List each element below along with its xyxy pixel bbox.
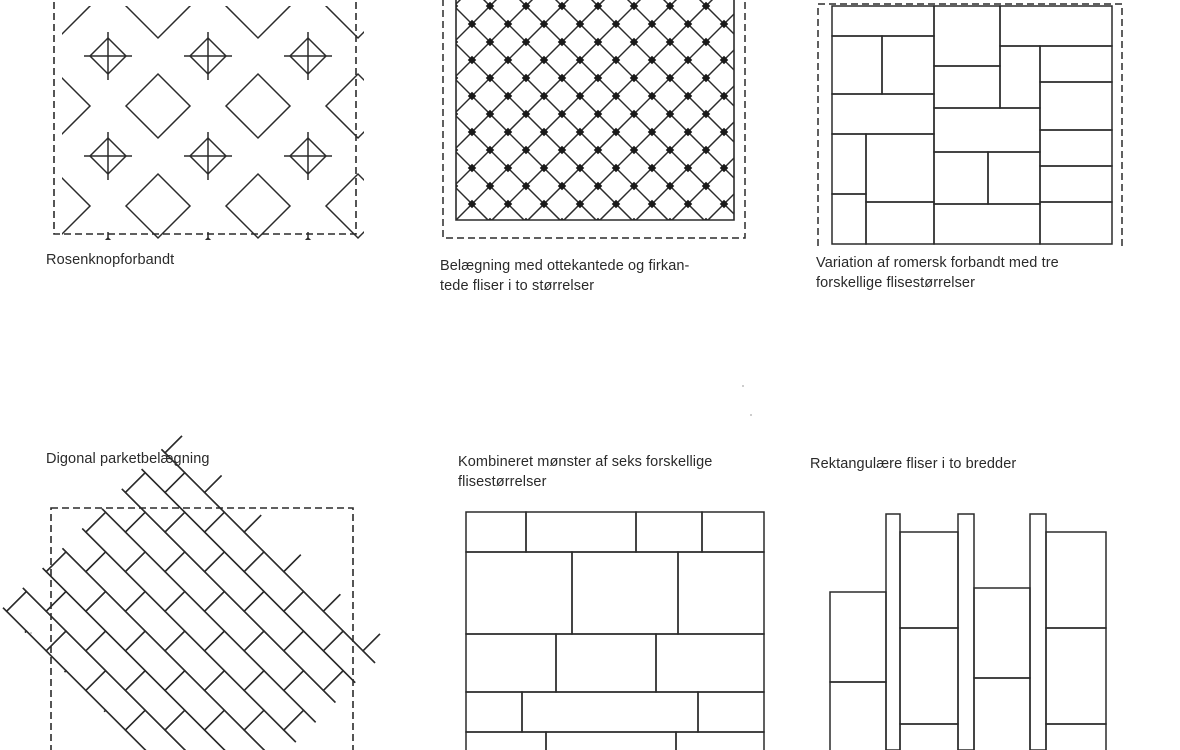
parquet-tile: [403, 512, 462, 571]
parquet-tile: [205, 710, 264, 750]
parquet-tile: [244, 710, 303, 750]
joint-line: [84, 132, 132, 180]
octagon-tile: [326, 0, 390, 38]
diagonal-joint: [1162, 0, 1180, 270]
parquet-tile: [7, 393, 66, 452]
scan-speck: [742, 385, 744, 387]
knot-square-tile: [90, 338, 126, 374]
parquet-tile: [284, 433, 343, 492]
octagon-tile: [226, 274, 290, 338]
roman-tile: [1040, 130, 1112, 166]
roman-tile: [988, 152, 1040, 204]
rectangular-tile: [958, 514, 974, 750]
rectangular-tile: [1030, 514, 1046, 750]
parquet-tile: [244, 433, 303, 492]
parquet-tile: [205, 314, 264, 373]
rektangulaer-pattern-drawing: [822, 508, 1122, 750]
parquet-tile: [363, 393, 422, 452]
combined-tile: [466, 692, 522, 732]
rectangular-tile: [974, 678, 1030, 750]
roman-tile: [1000, 6, 1112, 46]
parquet-tile: [244, 314, 303, 373]
roman-tile: [934, 108, 1040, 152]
rectangular-tile: [1046, 532, 1106, 628]
roman-tile: [832, 36, 882, 94]
roman-tile: [866, 202, 934, 244]
scan-speck: [750, 414, 752, 416]
caption-line: Kombineret mønster af seks forskellige: [458, 454, 713, 470]
parquet-tile: [7, 275, 66, 334]
parquet-tile: [323, 354, 382, 413]
roman-tile: [832, 194, 866, 244]
knot-square-tile: [390, 338, 426, 374]
parquet-tile: [205, 393, 264, 452]
caption-rektangulaer: [810, 454, 1016, 474]
combined-tile: [466, 552, 572, 634]
parquet-tile: [46, 314, 105, 373]
parquet-tile: [86, 314, 145, 373]
combined-tile: [556, 634, 656, 692]
caption-line: tede fliser i to størrelser: [440, 278, 595, 294]
parquet-tile: [0, 235, 26, 294]
rectangular-tile: [1046, 724, 1106, 750]
parquet-tile: [244, 354, 303, 413]
parquet-tile: [363, 552, 422, 611]
joint-line: [384, 32, 432, 80]
rectangular-tile: [900, 532, 958, 628]
parquet-tile: [244, 275, 303, 334]
joint-line: [184, 132, 232, 180]
parquet-tile: [0, 631, 26, 690]
diagonal-joint: [1126, 0, 1180, 270]
joint-line: [284, 132, 332, 180]
rectangular-tile: [1046, 628, 1106, 724]
parquet-tile: [363, 473, 422, 532]
parquet-tile: [0, 433, 26, 492]
diagonal-joint: [1162, 0, 1180, 270]
joint-line: [0, 332, 32, 380]
joint-line: [84, 32, 132, 80]
diagonal-joint: [0, 0, 34, 270]
combined-tile: [546, 732, 676, 750]
knot-square-tile: [390, 38, 426, 74]
joint-line: [184, 232, 232, 280]
caption-line: Rektangulære fliser i to bredder: [810, 456, 1017, 472]
octagon-tile: [226, 0, 290, 38]
roman-tile: [934, 66, 1000, 108]
caption-line: flisestørrelser: [458, 474, 547, 490]
romersk-dashed-border: [818, 4, 1122, 246]
kombineret-pattern-drawing: [462, 508, 772, 750]
octagon-tile: [126, 0, 190, 38]
parquet-tile: [284, 393, 343, 452]
knot-square-tile: [0, 238, 26, 274]
roman-tile: [882, 36, 934, 94]
parquet-tile: [125, 275, 184, 334]
parquet-tile: [403, 671, 462, 730]
parquet-tile: [7, 314, 66, 373]
parquet-tile: [86, 710, 145, 750]
parquet-tile: [0, 393, 26, 452]
combined-tile: [522, 692, 698, 732]
parquet-tile: [403, 433, 462, 492]
knot-square-tile: [190, 238, 226, 274]
combined-tile: [572, 552, 678, 634]
roman-tile: [1040, 82, 1112, 130]
octagon-tile: [126, 74, 190, 138]
roman-tile: [934, 152, 988, 204]
knot-square-tile: [290, 238, 326, 274]
parquet-tile: [165, 275, 224, 334]
romersk-pattern-drawing: [812, 0, 1130, 248]
parquet-tile: [0, 552, 26, 611]
parquet-tile: [0, 710, 26, 750]
parquet-tile: [125, 710, 184, 750]
parquet-tile: [125, 354, 184, 413]
knot-square-tile: [0, 138, 26, 174]
parquet-tile: [7, 512, 66, 571]
octagon-tile: [26, 74, 90, 138]
rectangular-tile: [830, 592, 886, 682]
combined-tile: [466, 634, 556, 692]
joint-line: [384, 132, 432, 180]
parquet-tile: [46, 275, 105, 334]
joint-line: [184, 332, 232, 380]
parquet-tile: [0, 195, 26, 254]
octagon-tile: [26, 0, 90, 38]
rectangular-tile: [830, 682, 886, 750]
combined-tile: [526, 512, 636, 552]
parquet-tile: [205, 354, 264, 413]
parquet-tile: [86, 393, 145, 452]
parquet-tile: [323, 433, 382, 492]
caption-line: forskellige flisestørrelser: [816, 275, 976, 291]
roman-tile: [1040, 202, 1112, 244]
rosenknop-pattern-drawing: [50, 0, 360, 240]
rosenknop-dashed-border: [54, 0, 356, 234]
parquet-tile: [0, 591, 26, 650]
octagon-tile: [26, 274, 90, 338]
octagon-tile: [326, 74, 390, 138]
caption-line: Digonal parketbelægning: [46, 451, 210, 467]
rectangular-tile: [886, 514, 900, 750]
combined-tile: [636, 512, 702, 552]
roman-tile: [1040, 46, 1112, 82]
octagon-tile: [226, 174, 290, 238]
parquet-tile: [46, 354, 105, 413]
scan-speck: [30, 632, 32, 634]
parquet-tile: [363, 433, 422, 492]
parquet-tile: [0, 354, 26, 413]
octagon-tile: [126, 274, 190, 338]
parquet-tile: [165, 710, 224, 750]
ottekant-pattern-drawing: [440, 0, 750, 244]
diagonal-joint: [0, 0, 34, 270]
parquet-tile: [7, 354, 66, 413]
joint-line: [284, 232, 332, 280]
parquet-tile: [0, 314, 26, 373]
parquet-tile: [363, 512, 422, 571]
joint-line: [284, 332, 332, 380]
parquet-tile: [284, 710, 343, 750]
parquet-tile: [0, 671, 26, 730]
parquet-tile: [323, 473, 382, 532]
joint-line: [284, 32, 332, 80]
caption-rosenknop: [46, 250, 174, 270]
parket-pattern-drawing: [46, 504, 360, 750]
joint-line: [0, 132, 32, 180]
caption-kombineret: [458, 452, 712, 492]
parquet-tile: [403, 473, 462, 532]
parquet-tile: [363, 710, 422, 750]
parquet-tile: [7, 473, 66, 532]
parquet-tile: [0, 473, 26, 532]
diagonal-joint: [1126, 0, 1180, 270]
parquet-tile: [284, 473, 343, 532]
octagon-tile: [326, 174, 390, 238]
parquet-tile: [46, 473, 105, 532]
octagon-tile: [226, 74, 290, 138]
parquet-tile: [205, 235, 264, 294]
combined-tile: [466, 732, 546, 750]
joint-line: [484, 332, 532, 380]
caption-line: Belægning med ottekantede og firkan-: [440, 258, 690, 274]
parquet-tile: [125, 393, 184, 452]
knot-square-tile: [390, 238, 426, 274]
roman-tile: [934, 204, 1040, 244]
knot-square-tile: [0, 338, 26, 374]
octagon-tile: [26, 174, 90, 238]
roman-tile: [1000, 46, 1040, 108]
caption-line: Rosenknopforbandt: [46, 252, 175, 268]
combined-tile: [678, 552, 764, 634]
parquet-tile: [323, 393, 382, 452]
parquet-tile: [403, 591, 462, 650]
roman-tile: [934, 6, 1000, 66]
joint-line: [184, 32, 232, 80]
caption-romersk: [816, 253, 1059, 293]
parquet-tile: [403, 552, 462, 611]
combined-tile: [656, 634, 764, 692]
parquet-tile: [244, 393, 303, 452]
roman-tile: [832, 94, 934, 134]
parquet-tile: [403, 631, 462, 690]
parquet-tile: [165, 354, 224, 413]
joint-line: [384, 332, 432, 380]
knot-square-tile: [290, 338, 326, 374]
roman-tile: [866, 134, 934, 202]
rectangular-tile: [900, 628, 958, 724]
octagon-tile: [326, 274, 390, 338]
octagon-tile: [126, 174, 190, 238]
combined-tile: [698, 692, 764, 732]
combined-tile: [676, 732, 764, 750]
parquet-tile: [165, 314, 224, 373]
parquet-tile: [284, 314, 343, 373]
parquet-tile: [0, 275, 26, 334]
knot-square-tile: [390, 138, 426, 174]
caption-ottekant: [440, 256, 689, 296]
caption-parket: [46, 449, 210, 469]
parquet-tile: [7, 710, 66, 750]
parquet-tile: [403, 710, 462, 750]
roman-tile: [832, 6, 934, 36]
roman-tile: [1040, 166, 1112, 202]
knot-square-tile: [490, 338, 526, 374]
knot-square-tile: [190, 338, 226, 374]
rectangular-tile: [900, 724, 958, 750]
parquet-tile: [205, 275, 264, 334]
joint-line: [0, 232, 32, 280]
roman-tile: [832, 134, 866, 194]
parquet-tile: [86, 354, 145, 413]
combined-tile: [702, 512, 764, 552]
parquet-tile: [363, 671, 422, 730]
parquet-tile: [284, 354, 343, 413]
parquet-tile: [86, 275, 145, 334]
parquet-tile: [125, 314, 184, 373]
joint-line: [0, 32, 32, 80]
combined-tile: [466, 512, 526, 552]
parquet-tile: [0, 512, 26, 571]
parquet-tile: [46, 710, 105, 750]
caption-line: Variation af romersk forbandt med tre: [816, 255, 1059, 271]
knot-square-tile: [0, 38, 26, 74]
joint-line: [84, 332, 132, 380]
parquet-tile: [46, 393, 105, 452]
joint-line: [384, 232, 432, 280]
parquet-tile: [7, 671, 66, 730]
rectangular-tile: [974, 588, 1030, 678]
